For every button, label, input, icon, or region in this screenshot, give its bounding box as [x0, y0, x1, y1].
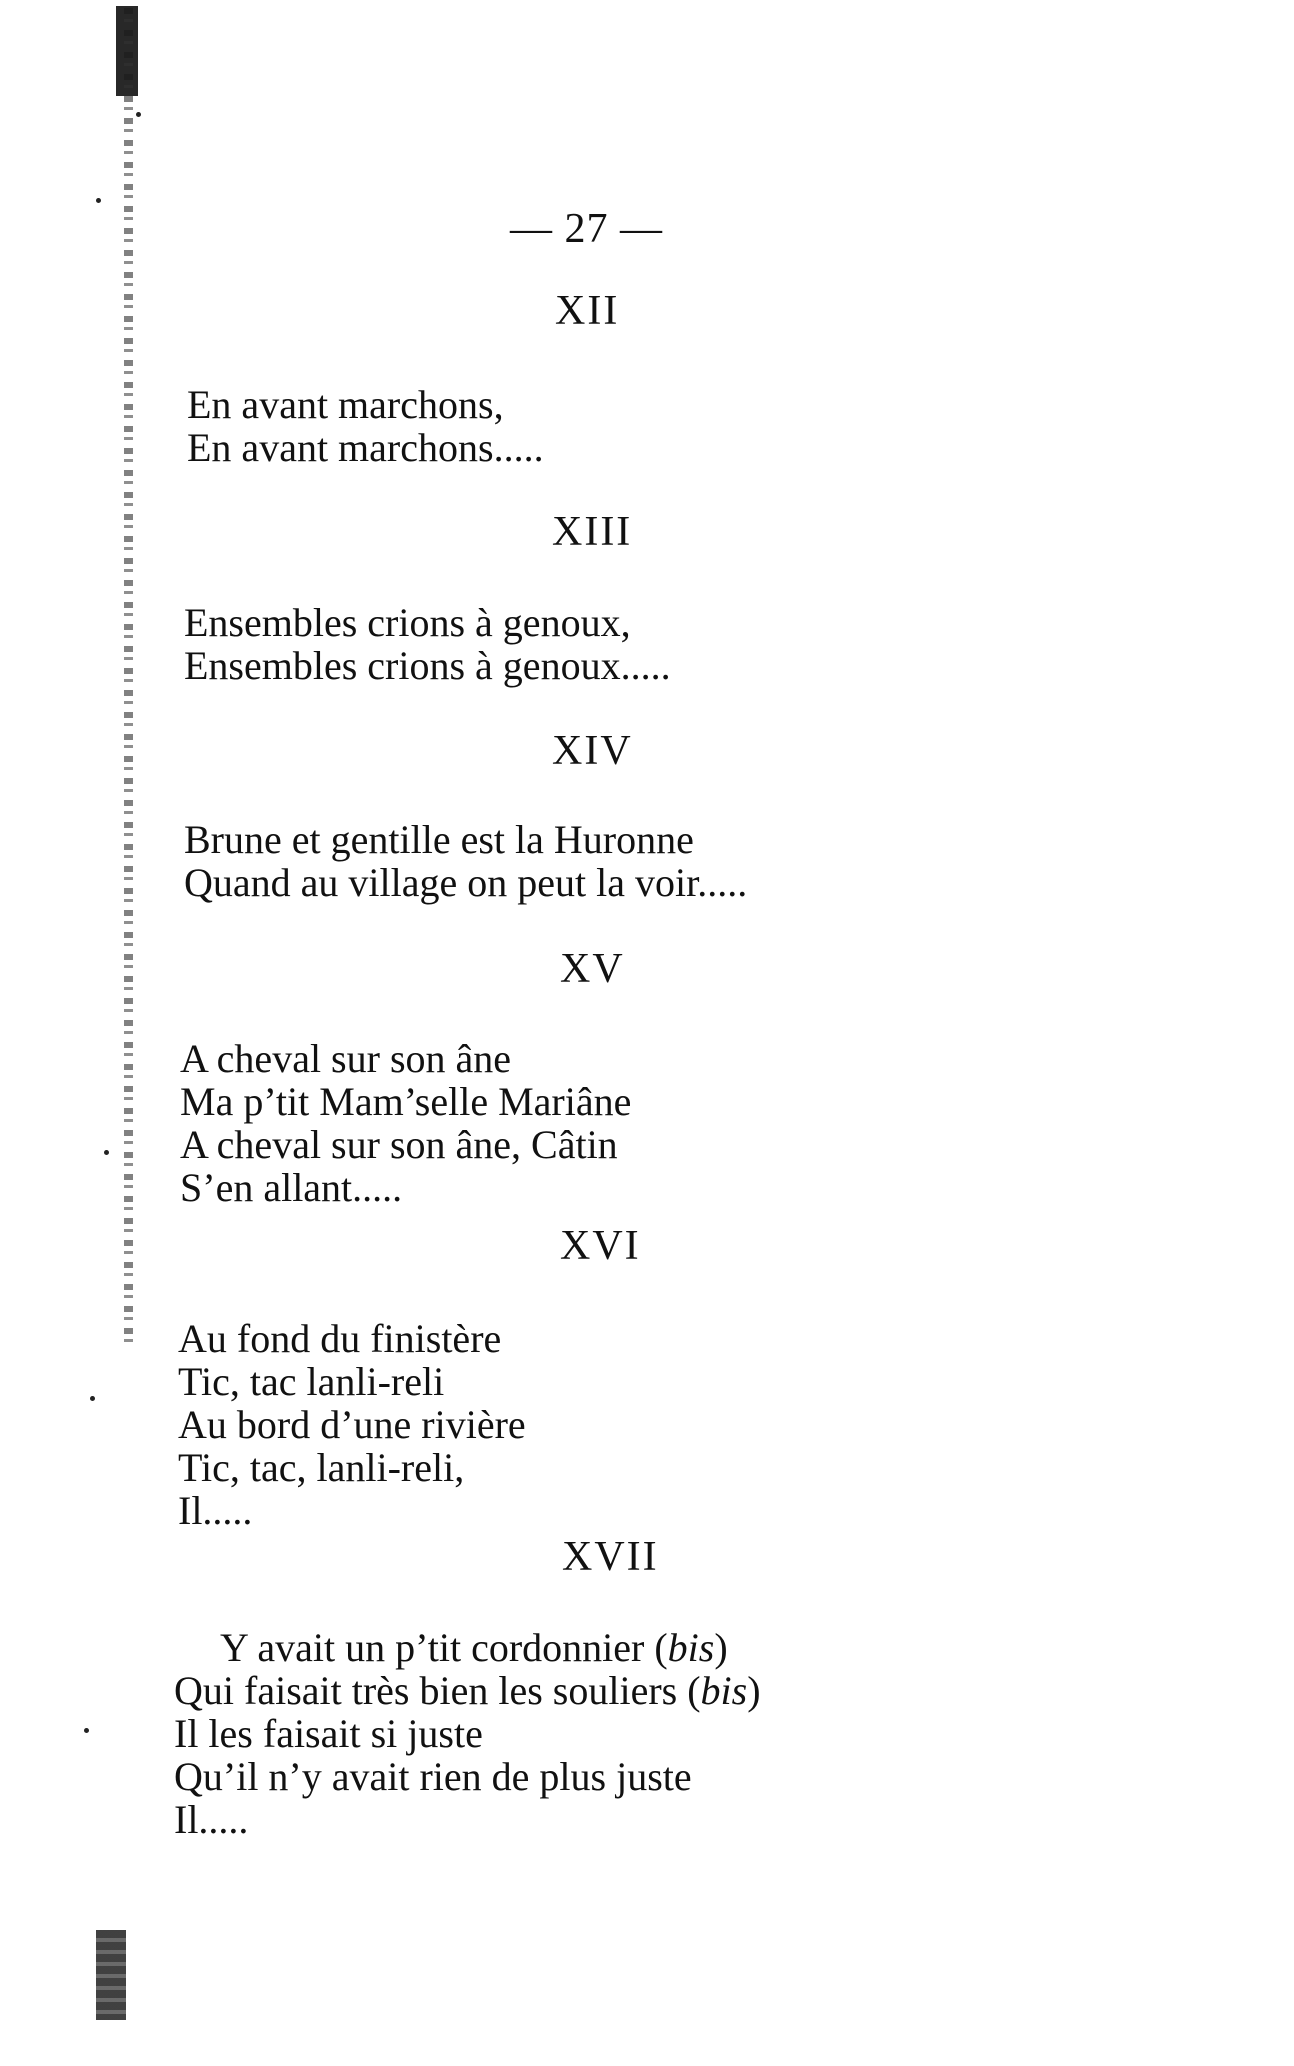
verse-line: Il..... — [178, 1488, 253, 1533]
verse-line: Tic, tac lanli-reli — [178, 1359, 445, 1404]
verse-line: En avant marchons..... — [187, 425, 544, 470]
verse-line: S’en allant..... — [180, 1165, 403, 1210]
verse-line: A cheval sur son âne, Câtin — [180, 1122, 618, 1167]
section-heading: XV — [560, 946, 625, 992]
verse-line: Qui faisait très bien les souliers (bis) — [174, 1668, 761, 1713]
stanza — [184, 818, 747, 904]
section-heading: XII — [555, 288, 620, 334]
verse-line: Ensembles crions à genoux..... — [184, 643, 671, 688]
section-heading: XIII — [552, 509, 633, 555]
verse-line: Au bord d’une rivière — [178, 1402, 526, 1447]
verse-line: Ma p’tit Mam’selle Mariâne — [180, 1079, 632, 1124]
verse-line: Ensembles crions à genoux, — [184, 600, 631, 645]
verse-line: Tic, tac, lanli-reli, — [178, 1445, 465, 1490]
stanza — [174, 1626, 761, 1841]
section-heading: XVI — [560, 1223, 641, 1269]
section-heading: XIV — [552, 728, 633, 774]
stanza — [187, 383, 544, 469]
page-number: — 27 — — [510, 206, 663, 252]
verse-line: Brune et gentille est la Huronne — [184, 817, 694, 862]
verse-line: A cheval sur son âne — [180, 1036, 512, 1081]
stanza — [184, 601, 671, 687]
verse-line: Au fond du finistère — [178, 1316, 502, 1361]
verse-line: En avant marchons, — [187, 382, 504, 427]
scanned-binding-edge — [96, 0, 146, 2066]
verse-line: Il les faisait si juste — [174, 1711, 483, 1756]
verse-line: Y avait un p’tit cordonnier (bis) — [220, 1625, 728, 1670]
verse-line: Qu’il n’y avait rien de plus juste — [174, 1754, 692, 1799]
verse-line: Il..... — [174, 1797, 249, 1842]
stanza — [180, 1037, 631, 1209]
stanza — [178, 1317, 526, 1532]
section-heading: XVII — [562, 1534, 659, 1580]
verse-line: Quand au village on peut la voir..... — [184, 860, 748, 905]
